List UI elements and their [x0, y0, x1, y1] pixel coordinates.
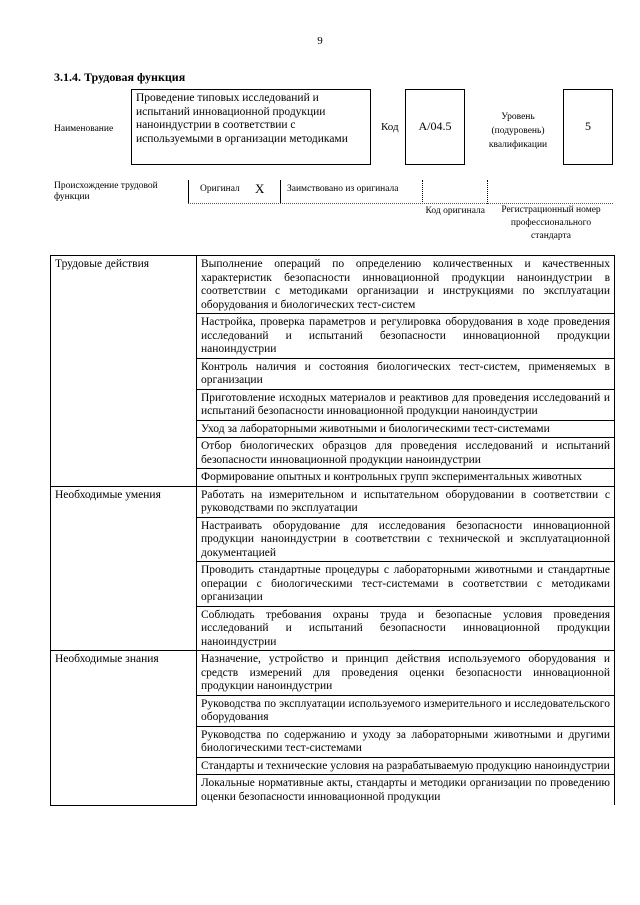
table-row — [51, 651, 615, 696]
reg-number-label: Регистрационный номер профессионального стандарта — [501, 205, 601, 241]
row-item-text: Настройка, проверка параметров и регулировка оборудования в ходе проведения исследований и испытаний безопасности инновационной продукции наноиндустрии — [197, 314, 615, 359]
row-item-text: Стандарты и технические условия на разрабатываемую продукцию наноиндустрии — [197, 757, 615, 775]
row-item-text: Работать на измерительном и испытательном оборудовании в соответствии с руководствами по эксплуатации — [197, 486, 615, 517]
function-name-box — [131, 89, 371, 165]
original-label: Оригинал — [200, 184, 240, 194]
origin-divider-2 — [280, 180, 281, 204]
code-label: Код — [381, 121, 399, 133]
level-label: Уровень (подуровень) квалификации — [488, 112, 548, 150]
row-item-text: Уход за лабораторными животными и биологическими тест-системами — [197, 420, 615, 438]
code-original-label: Код оригинала — [425, 206, 485, 216]
table-row — [51, 486, 615, 517]
code-box — [405, 89, 465, 165]
origin-divider-3 — [422, 180, 423, 204]
labor-function-table — [50, 255, 615, 806]
row-item-text: Формирование опытных и контрольных групп экспериментальных животных — [197, 469, 615, 487]
name-label: Наименование — [54, 124, 114, 134]
table-row — [51, 256, 615, 314]
origin-divider-1 — [188, 180, 189, 204]
row-item-text: Локальные нормативные акты, стандарты и методики организации по проведению оценки безопасности инновационной продукции — [197, 775, 615, 806]
row-category: Необходимые умения — [51, 486, 197, 651]
row-category: Необходимые знания — [51, 651, 197, 806]
row-item-text: Контроль наличия и состояния биологических тест-систем, применяемых в организации — [197, 358, 615, 389]
origin-label: Происхождение трудовой функции — [54, 181, 158, 202]
original-mark: X — [255, 181, 265, 196]
row-item-text: Назначение, устройство и принцип действия используемого оборудования и средств измерений для проведения оценки безопасности инновационной продукции наноиндустрии — [197, 651, 615, 696]
row-item-text: Соблюдать требования охраны труда и безопасные условия проведения исследований и испытаний безопасности инновационной продукции наноиндустрии — [197, 606, 615, 651]
row-item-text: Проводить стандартные процедуры с лабораторными животными и стандартные операции с биологическими тест-системами в соответствии с методиками организации — [197, 562, 615, 607]
row-item-text: Отбор биологических образцов для проведения исследований и испытаний безопасности инновационной продукции наноиндустрии — [197, 438, 615, 469]
level-box — [563, 89, 613, 165]
row-item-text: Руководства по содержанию и уходу за лабораторными животными и другими биологическими тест-системами — [197, 726, 615, 757]
row-item-text: Выполнение операций по определению количественных и качественных характеристик безопасности инновационной продукции наноиндустрии в соответствии с методиками организации и инструкциями по эксплуатации оборудования и биологических тест-систем — [197, 256, 615, 314]
row-item-text: Настраивать оборудование для исследования безопасности инновационной продукции наноиндустрии в соответствии с технической и эксплуатационной документацией — [197, 517, 615, 562]
section-title: 3.1.4. Трудовая функция — [54, 70, 186, 84]
origin-divider-4 — [487, 180, 488, 204]
function-name-value: Проведение типовых исследований и испытаний инновационной продукции наноиндустрии в соответствии с используемыми в организации методиками — [136, 92, 348, 145]
level-value: 5 — [585, 119, 591, 133]
borrowed-label: Заимствовано из оригинала — [287, 184, 399, 194]
page-number: 9 — [317, 35, 323, 47]
row-category: Трудовые действия — [51, 256, 197, 487]
row-item-text: Приготовление исходных материалов и реактивов для проведения исследований и испытаний безопасности инновационной продукции наноиндустрии — [197, 389, 615, 420]
row-item-text: Руководства по эксплуатации используемого измерительного и исследовательского оборудования — [197, 695, 615, 726]
code-value: A/04.5 — [418, 119, 452, 133]
